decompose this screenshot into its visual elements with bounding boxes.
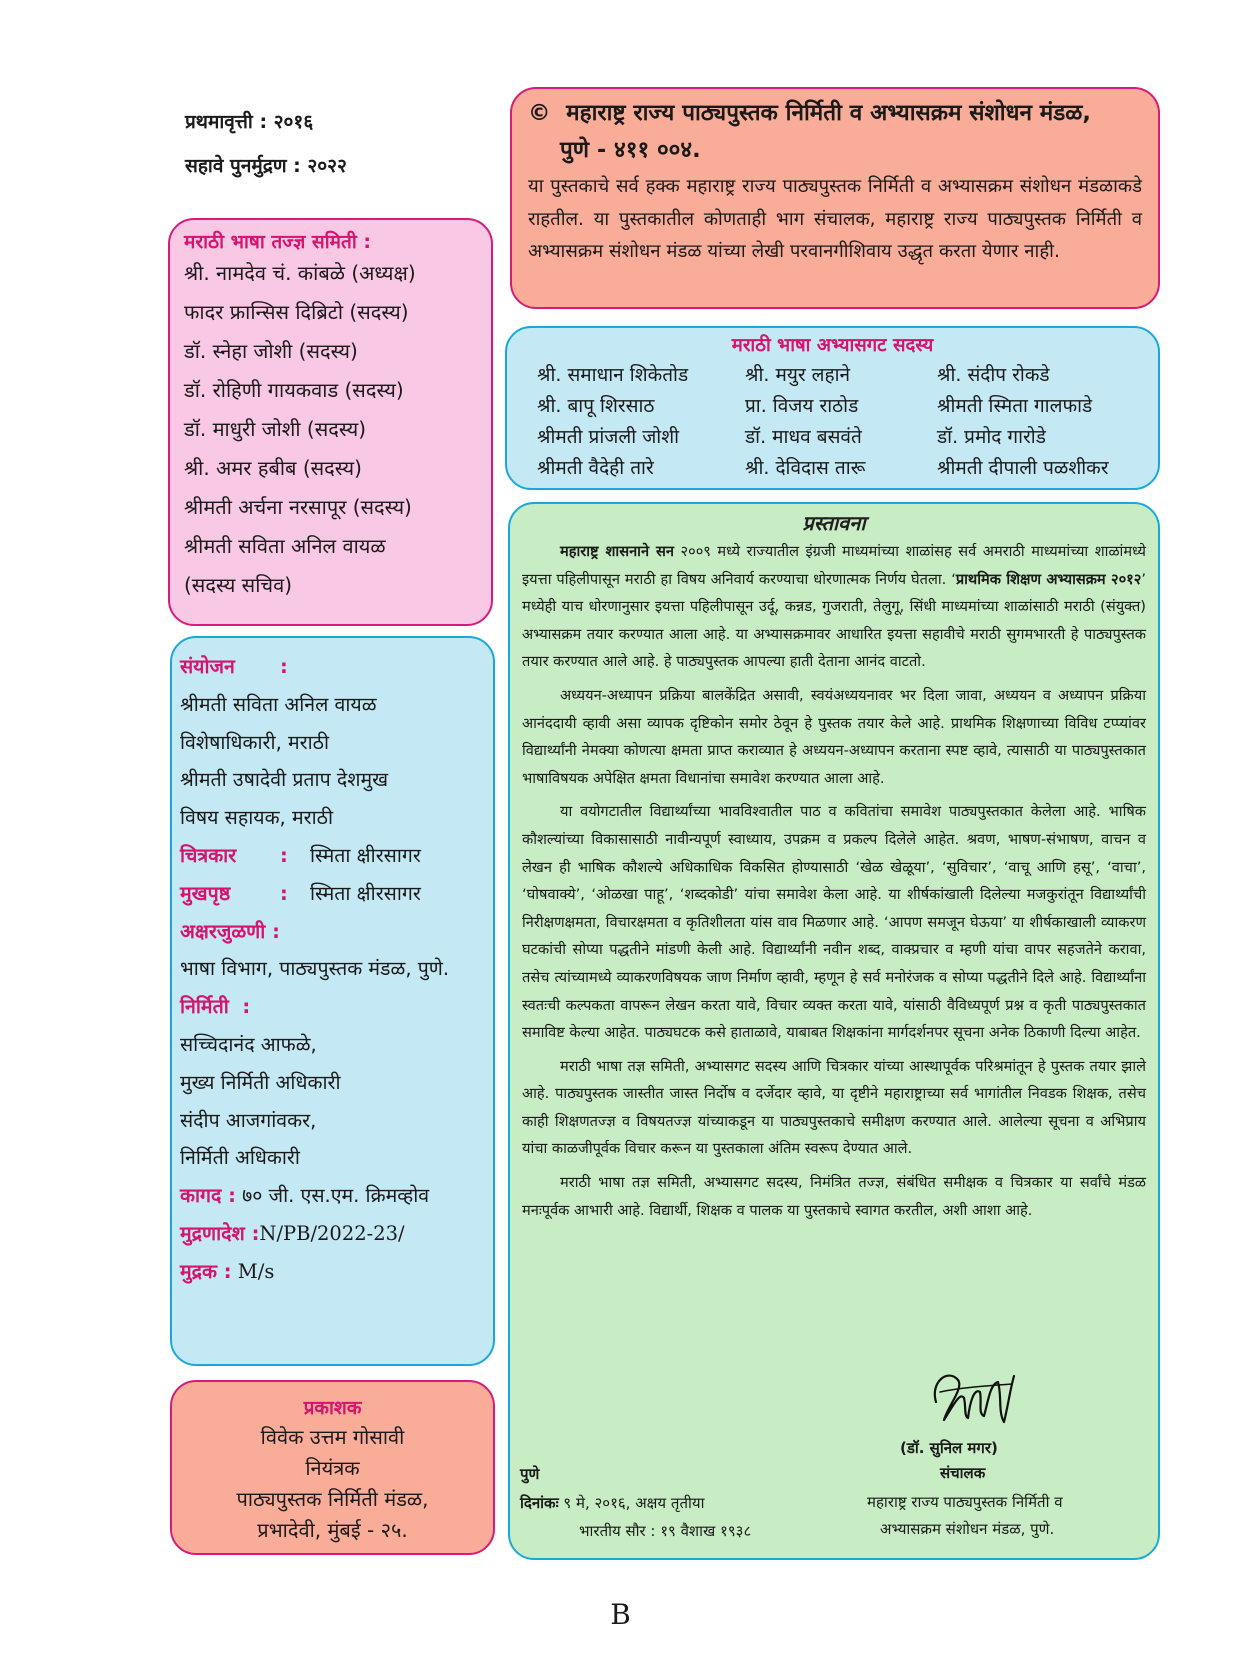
preface-paragraph: मराठी भाषा तज्ञ समिती, अभ्यासगट सदस्य आणि चित्रकार यांच्या आस्थापूर्वक परिश्रमांतून हे पुस्तक तयार झाले आहे. पाठ्यपुस्तक जास्तीत जास्त निर्दोष व दर्जेदार व्हावे, या दृष्टीने महाराष्ट्राच्या सर्व भागांतील निवडक शिक्षक, तसेच काही शिक्षणतज्ज्ञ व विषयतज्ज्ञ यांच्याकडून या पाठ्यपुस्तकाचे समीक्षण करण्यात आले. आलेल्या सूचना व अभिप्राय यांचा काळजीपूर्वक विचार करून या पुस्तकाला अंतिम स्वरूप देण्यात आले. bbox=[522, 1057, 1146, 1158]
typeset-label: अक्षरजुळणी bbox=[180, 919, 266, 943]
study-group-member: श्री. संदीप रोकडे bbox=[937, 364, 1050, 386]
committee-member: डॉ. रोहिणी गायकवाड (सदस्य) bbox=[184, 378, 404, 402]
first-edition: प्रथमावृत्ती : २०१६ bbox=[185, 111, 314, 133]
cover-value: स्मिता क्षीरसागर bbox=[310, 881, 421, 905]
date-value: ९ मे, २०१६, अक्षय तृतीया bbox=[563, 1494, 705, 1512]
copyright-org-line1: महाराष्ट्र राज्य पाठ्यपुस्तक निर्मिती व अभ्यासक्रम संशोधन मंडळ, bbox=[566, 100, 1091, 126]
copyright-icon: © bbox=[528, 100, 551, 126]
committee-title: मराठी भाषा तज्ज्ञ समिती : bbox=[184, 231, 372, 253]
print-order-value: N/PB/2022-23/ bbox=[259, 1221, 405, 1245]
edition-info bbox=[185, 100, 347, 188]
publisher-line: विवेक उत्तम गोसावी bbox=[260, 1425, 405, 1449]
credit-line: विशेषाधिकारी, मराठी bbox=[180, 730, 330, 754]
printer-label: मुद्रक : bbox=[180, 1259, 232, 1283]
artist-value: स्मिता क्षीरसागर bbox=[310, 843, 421, 867]
study-group-member: श्रीमती प्रांजली जोशी bbox=[537, 426, 680, 448]
print-order-label: मुद्रणादेश : bbox=[180, 1221, 260, 1245]
committee-member: श्री. नामदेव चं. कांबळे (अध्यक्ष) bbox=[184, 261, 416, 285]
printer-value: M/s bbox=[237, 1259, 275, 1283]
credit-line: विषय सहायक, मराठी bbox=[180, 806, 334, 830]
copyright-org-line2: पुणे - ४११ ००४. bbox=[560, 137, 701, 163]
credit-line: श्रीमती सविता अनिल वायळ bbox=[180, 692, 377, 716]
committee-member: श्रीमती अर्चना नरसापूर (सदस्य) bbox=[184, 495, 412, 519]
study-group-member: श्री. मयुर लहाने bbox=[745, 364, 851, 386]
copyright-heading bbox=[528, 95, 1142, 169]
study-group-member: श्रीमती दीपाली पळशीकर bbox=[937, 457, 1109, 479]
study-group-member: श्रीमती स्मिता गालफाडे bbox=[937, 395, 1093, 417]
study-group-member: श्री. बापू शिरसाठ bbox=[537, 395, 655, 417]
credit-line: संदीप आजगांवकर, bbox=[180, 1108, 317, 1132]
place: पुणे bbox=[520, 1465, 540, 1483]
signatory-name: (डॉ. सुनिल मगर) bbox=[900, 1439, 998, 1457]
study-group-member: श्री. समाधान शिकेतोड bbox=[537, 364, 689, 386]
study-group-member: डॉ. प्रमोद गारोडे bbox=[937, 426, 1046, 448]
publisher-line: नियंत्रक bbox=[305, 1456, 360, 1480]
cover-label: मुखपृष्ठ bbox=[180, 881, 231, 905]
credit-line: सच्चिदानंद आफळे, bbox=[180, 1032, 317, 1056]
date-label: दिनांकः bbox=[520, 1494, 559, 1512]
sanyojan-label: संयोजन bbox=[180, 655, 235, 678]
committee-member: फादर फ्रान्सिस दिब्रिटो (सदस्य) bbox=[184, 300, 409, 324]
credit-line: मुख्य निर्मिती अधिकारी bbox=[180, 1070, 341, 1094]
artist-label: चित्रकार bbox=[180, 843, 237, 867]
study-group-title: मराठी भाषा अभ्यासगट सदस्य bbox=[731, 335, 934, 356]
preface-paragraph: अध्ययन-अध्यापन प्रक्रिया बालकेंद्रित असावी, स्वयंअध्ययनावर भर दिला जावा, अध्ययन व अध्यापन प्रक्रिया आनंददायी व्हावी असा व्यापक दृष्टिकोन समोर ठेवून हे पुस्तक तयार केले आहे. प्राथमिक शिक्षणाच्या विविध टप्प्यांवर विद्यार्थ्यांनी नेमक्या कोणत्या क्षमता प्राप्त कराव्यात हे अध्ययन-अध्यापन करताना स्पष्ट व्हावे, त्यासाठी या पाठ्यपुस्तकात भाषाविषयक अपेक्षित क्षमता विधानांचा समावेश करण्यात आला आहे. bbox=[522, 686, 1146, 787]
signatory-title: संचालक bbox=[940, 1464, 986, 1482]
study-group-box bbox=[505, 326, 1160, 490]
date-line bbox=[520, 1493, 704, 1513]
copyright-body: या पुस्तकाचे सर्व हक्क महाराष्ट्र राज्य पाठ्यपुस्तक निर्मिती व अभ्यासक्रम संशोधन मंडळाकडे राहतील. या पुस्तकातील कोणताही भाग संचालक, महाराष्ट्र राज्य पाठ्यपुस्तक निर्मिती व अभ्यासक्रम संशोधन मंडळ यांच्या लेखी परवानगीशिवाय उद्धृत करता येणार नाही. bbox=[528, 176, 1142, 262]
study-group-member: डॉ. माधव बसवंते bbox=[745, 426, 862, 448]
page-letter: B bbox=[610, 1598, 631, 1631]
signatory-org-line2: अभ्यासक्रम संशोधन मंडळ, पुणे. bbox=[880, 1520, 1055, 1538]
credit-line: श्रीमती उषादेवी प्रताप देशमुख bbox=[180, 768, 389, 792]
signature-image bbox=[928, 1362, 1018, 1432]
paper-value: ७० जी. एस.एम. क्रिमव्होव bbox=[242, 1184, 430, 1208]
publisher-box bbox=[170, 1380, 495, 1555]
paper-label: कागद : bbox=[180, 1184, 236, 1208]
committee-member: डॉ. स्नेहा जोशी (सदस्य) bbox=[184, 339, 358, 363]
preface-paragraph: या वयोगटातील विद्यार्थ्यांच्या भावविश्वातील पाठ व कवितांचा समावेश पाठ्यपुस्तकात केलेला आहे. भाषिक कौशल्यांच्या विकासासाठी नावीन्यपूर्ण स्वाध्याय, उपक्रम व प्रकल्प दिलेले आहेत. श्रवण, भाषण-संभाषण, वाचन व लेखन ही भाषिक कौशल्ये अधिकाधिक विकसित होण्यासाठी ‘खेळ खेळूया’, ‘सुविचार’, ‘वाचू आणि हसू’, ‘वाचा’, ‘घोषवाक्ये’, ‘ओळखा पाहू’, ‘शब्दकोडी’ यांचा समावेश केला आहे. या शीर्षकांखाली दिलेल्या मजकुरांतून विद्यार्थ्यांची निरीक्षणक्षमता, विचारक्षमता व कृतिशीलता यांस वाव मिळणार आहे. ‘आपण समजून घेऊया’ या शीर्षकाखाली व्याकरण घटकांची सोप्या पद्धतीने मांडणी केली आहे. विद्यार्थ्यांनी नवीन शब्द, वाक्प्रचार व म्हणी यांचा वापर सहजतेने करावा, तसेच त्यांच्यामध्ये व्याकरणविषयक जाण निर्माण व्हावी, म्हणून हे सर्व मनोरंजक व सोप्या पद्धतीने दिले आहे. विद्यार्थ्यांना स्वतःची कल्पकता वापरून लेखन करता यावे, विचार व्यक्त करता यावे, यांसाठी वैविध्यपूर्ण प्रश्न व कृती पाठ्यपुस्तकात समाविष्ट केल्या आहेत. पाठ्यघटक कसे हाताळावे, याबाबत शिक्षकांना मार्गदर्शनपर सूचना अनेक ठिकाणी दिल्या आहेत. bbox=[522, 803, 1146, 1042]
indian-national-date: भारतीय सौर : १९ वैशाख १९३८ bbox=[579, 1522, 752, 1540]
preface-box bbox=[508, 502, 1160, 1560]
publisher-title: प्रकाशक bbox=[303, 1397, 362, 1419]
committee-member: (सदस्य सचिव) bbox=[184, 573, 293, 597]
study-group-members bbox=[521, 360, 1144, 484]
committee-member: डॉ. माधुरी जोशी (सदस्य) bbox=[184, 417, 367, 441]
credits-box: संयोजन : श्रीमती सविता अनिल वायळ विशेषाधिकारी, मराठी श्रीमती उषादेवी प्रताप देशमुख विषय सहायक, मराठी चित्रकार : स्मिता क्षीरसागर मुखपृष्ठ : स्मिता क्षीरसागर अक्षरजुळणी : भाषा विभाग, पाठ्यपुस्तक मंडळ, पुणे. निर्मिती : सच्चिदानंद आफळे, मुख्य निर्मिती अधिकारी संदीप आजगांवकर, निर्मिती अधिकारी कागद : ७० जी. एस.एम. क्रिमव्होव मुद्रणादेश :N/PB/2022-23/ मुद्रक : M/s bbox=[170, 636, 495, 1366]
publisher-line: पाठ्यपुस्तक निर्मिती मंडळ, bbox=[236, 1487, 429, 1511]
credit-line: निर्मिती अधिकारी bbox=[180, 1146, 300, 1170]
study-group-member: श्री. देविदास तारू bbox=[745, 457, 866, 479]
preface-paragraph: मराठी भाषा तज्ञ समिती, अभ्यासगट सदस्य, निमंत्रित तज्ज्ञ, संबंधित समीक्षक व चित्रकार या सर्वांचे मंडळ मनःपूर्वक आभारी आहे. विद्यार्थी, शिक्षक व पालक या पुस्तकाचे स्वागत करतील, अशी आशा आहे. bbox=[522, 1174, 1146, 1219]
committee-member: श्री. अमर हबीब (सदस्य) bbox=[184, 456, 362, 480]
publisher-line: प्रभादेवी, मुंबई - २५. bbox=[257, 1518, 408, 1542]
preface-paragraph: महाराष्ट्र शासनाने सन २००९ मध्ये राज्यातील इंग्रजी माध्यमांच्या शाळांसह सर्व अमराठी माध्यमांच्या शाळांमध्ये इयत्ता पहिलीपासून मराठी हा विषय अनिवार्य करण्याचा धोरणात्मक निर्णय घेतला. ‘प्राथमिक शिक्षण अभ्यासक्रम २०१२’ मध्येही याच धोरणानुसार इयत्ता पहिलीपासून उर्दू, कन्नड, गुजराती, तेलुगू, सिंधी माध्यमांच्या शाळांसाठी मराठी (संयुक्त) अभ्यासक्रम तयार करण्यात आला आहे. या अभ्यासक्रमावर आधारित इयत्ता सहावीचे मराठी सुगमभारती हे पाठ्यपुस्तक तयार करण्यात आले आहे. हे पाठ्यपुस्तक आपल्या हाती देताना आनंद वाटतो. bbox=[522, 543, 1147, 671]
production-label: निर्मिती bbox=[180, 995, 229, 1019]
expert-committee-box bbox=[168, 218, 493, 626]
signatory-org-line1: महाराष्ट्र राज्य पाठ्यपुस्तक निर्मिती व bbox=[867, 1493, 1063, 1511]
copyright-box bbox=[510, 87, 1160, 309]
preface-title: प्रस्तावना bbox=[802, 511, 866, 535]
reprint-edition: सहावे पुनर्मुद्रण : २०२२ bbox=[185, 155, 347, 177]
study-group-member: श्रीमती वैदेही तारे bbox=[537, 457, 654, 479]
study-group-member: प्रा. विजय राठोड bbox=[745, 395, 859, 417]
committee-member: श्रीमती सविता अनिल वायळ bbox=[184, 534, 386, 558]
typeset-value: भाषा विभाग, पाठ्यपुस्तक मंडळ, पुणे. bbox=[180, 957, 450, 981]
